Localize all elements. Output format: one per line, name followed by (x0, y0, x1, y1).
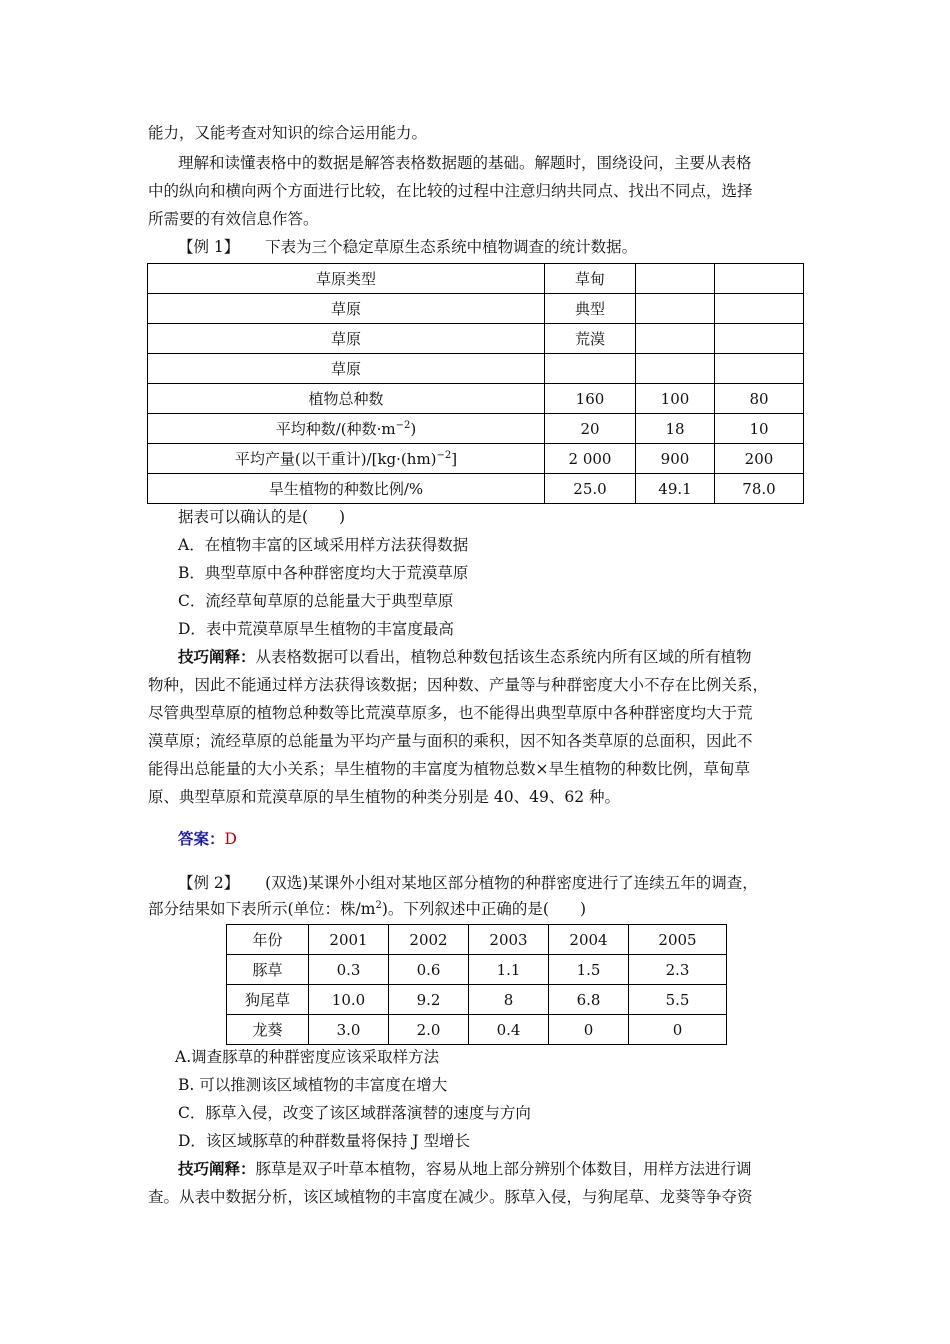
option-d: D．该区域豚草的种群数量将保持 J 型增长 (178, 1132, 470, 1150)
example1-heading (178, 237, 637, 257)
explanation-label: 技巧阐释： (178, 647, 256, 666)
table-cell (636, 354, 715, 384)
table-header-cell: 2004 (549, 925, 629, 955)
table-cell: 旱生植物的种数比例/% (148, 474, 545, 504)
paragraph-line: 理解和读懂表格中的数据是解答表格数据题的基础。解题时，围绕设问，主要从表格 (178, 154, 752, 172)
table-cell: 100 (636, 384, 715, 414)
table-cell (715, 354, 804, 384)
paragraph-line: 能力，又能考查对知识的综合运用能力。 (148, 124, 428, 142)
option-d: D．表中荒漠草原旱生植物的丰富度最高 (178, 620, 454, 638)
intro-text: 部分结果如下表所示(单位：株/m (148, 900, 376, 918)
table-row (148, 444, 804, 474)
table-header-cell: 2001 (309, 925, 389, 955)
table-cell (545, 354, 636, 384)
table-cell: 6.8 (549, 985, 629, 1015)
explanation-line: 漠草原；流经草原的总能量为平均产量与面积的乘积，因不知各类草原的总面积，因此不 (148, 732, 753, 750)
table-cell: 0.4 (469, 1015, 549, 1045)
table-cell: 0 (549, 1015, 629, 1045)
table-cell: 草甸 (545, 264, 636, 294)
question-text: 据表可以确认的是( ) (178, 508, 346, 526)
example2-intro: (双选)某课外小组对某地区部分植物的种群密度进行了连续五年的调查， (265, 874, 758, 892)
table-header-row (227, 925, 727, 955)
table-cell (636, 324, 715, 354)
example1-label: 【例 1】 (178, 238, 240, 256)
table-header-cell: 2005 (629, 925, 727, 955)
table-row (148, 414, 804, 444)
option-b: B. 可以推测该区域植物的丰富度在增大 (178, 1076, 448, 1094)
table-cell: 25.0 (545, 474, 636, 504)
table-cell: 草原类型 (148, 264, 545, 294)
table-cell: 植物总种数 (148, 384, 545, 414)
option-a: A.调查豚草的种群密度应该采取样方法 (175, 1048, 440, 1066)
table-cell (148, 444, 545, 474)
grassland-table (147, 263, 804, 504)
table-row (148, 354, 804, 384)
table-cell: 2 000 (545, 444, 636, 474)
table-cell: 草原 (148, 324, 545, 354)
cell-superscript: −2 (395, 420, 411, 431)
table-cell (148, 414, 545, 444)
cell-text: ] (451, 450, 458, 468)
table-cell: 狗尾草 (227, 985, 309, 1015)
paragraph-line: 所需要的有效信息作答。 (148, 210, 319, 228)
explanation-line: 原、典型草原和荒漠草原的旱生植物的种类分别是 40、49、62 种。 (148, 788, 621, 806)
table-cell: 3.0 (309, 1015, 389, 1045)
table-cell: 2.3 (629, 955, 727, 985)
table-cell: 1.5 (549, 955, 629, 985)
table-cell: 18 (636, 414, 715, 444)
table-row (227, 1015, 727, 1045)
table-row (148, 474, 804, 504)
explanation-line: 查。从表中数据分析，该区域植物的丰富度在减少。豚草入侵，与狗尾草、龙葵等争夺资 (148, 1188, 753, 1206)
paragraph-line: 中的纵向和横向两个方面进行比较，在比较的过程中注意归纳共同点、找出不同点，选择 (148, 182, 753, 200)
table-row (148, 384, 804, 414)
intro-text: )。下列叙述中正确的是( ) (381, 900, 586, 918)
table-cell: 2.0 (389, 1015, 469, 1045)
explanation-line: 尽管典型草原的植物总种数等比荒漠草原多，也不能得出典型草原中各种群密度均大于荒 (148, 704, 753, 722)
table-cell: 900 (636, 444, 715, 474)
option-a: A．在植物丰富的区域采用样方法获得数据 (178, 536, 469, 554)
explanation-text: 从表格数据可以看出，植物总种数包括该生态系统内所有区域的所有植物 (255, 648, 752, 666)
table-cell: 9.2 (389, 985, 469, 1015)
table-cell: 200 (715, 444, 804, 474)
cell-text: 平均种数/(种数·m (275, 420, 396, 438)
table-row (148, 264, 804, 294)
table-cell: 龙葵 (227, 1015, 309, 1045)
table-cell (636, 294, 715, 324)
option-b: B．典型草原中各种群密度均大于荒漠草原 (178, 564, 469, 582)
example2-intro-line2 (148, 899, 586, 919)
table-row (148, 324, 804, 354)
option-c: C．流经草甸草原的总能量大于典型草原 (178, 592, 454, 610)
table-cell (636, 264, 715, 294)
table-cell (715, 294, 804, 324)
table-header-cell: 2002 (389, 925, 469, 955)
table-cell (715, 324, 804, 354)
table-row (227, 985, 727, 1015)
table-cell: 8 (469, 985, 549, 1015)
table-cell: 豚草 (227, 955, 309, 985)
example1-intro: 下表为三个稳定草原生态系统中植物调查的统计数据。 (265, 238, 638, 256)
table-cell: 草原 (148, 354, 545, 384)
table-cell: 荒漠 (545, 324, 636, 354)
table-cell: 160 (545, 384, 636, 414)
cell-text: 平均产量(以干重计)/[kg·(hm) (234, 450, 437, 468)
cell-superscript: −2 (436, 450, 452, 461)
table-cell: 10.0 (309, 985, 389, 1015)
example2-heading (178, 873, 758, 893)
table-cell: 0.3 (309, 955, 389, 985)
explanation-label: 技巧阐释： (178, 1159, 256, 1178)
table-cell: 草原 (148, 294, 545, 324)
explanation-text: 豚草是双子叶草本植物，容易从地上部分辨别个体数目，用样方法进行调 (255, 1160, 752, 1178)
table-row (148, 294, 804, 324)
table-cell: 49.1 (636, 474, 715, 504)
explanation-line (178, 647, 752, 667)
table-cell: 典型 (545, 294, 636, 324)
table-cell: 78.0 (715, 474, 804, 504)
table-cell: 20 (545, 414, 636, 444)
table-header-cell: 2003 (469, 925, 549, 955)
example2-label: 【例 2】 (178, 874, 240, 892)
answer-label: 答案： (178, 829, 225, 848)
table-cell (715, 264, 804, 294)
table-row (227, 955, 727, 985)
table-cell: 1.1 (469, 955, 549, 985)
answer-value: D (224, 830, 237, 848)
explanation-line: 能得出总能量的大小关系；旱生植物的丰富度为植物总数×旱生植物的种数比例，草甸草 (148, 760, 750, 778)
table-cell: 0.6 (389, 955, 469, 985)
table-cell: 5.5 (629, 985, 727, 1015)
table-header-cell: 年份 (227, 925, 309, 955)
option-c: C．豚草入侵，改变了该区域群落演替的速度与方向 (178, 1104, 531, 1122)
explanation-line: 物种，因此不能通过样方法获得该数据；因种数、产量等与种群密度大小不存在比例关系， (148, 676, 769, 694)
cell-text: ) (410, 420, 417, 438)
table-cell: 80 (715, 384, 804, 414)
explanation-line (178, 1159, 752, 1179)
density-table (226, 924, 727, 1045)
answer-line (178, 829, 237, 849)
table-cell: 10 (715, 414, 804, 444)
table-cell: 0 (629, 1015, 727, 1045)
unit-superscript: 2 (375, 899, 382, 911)
